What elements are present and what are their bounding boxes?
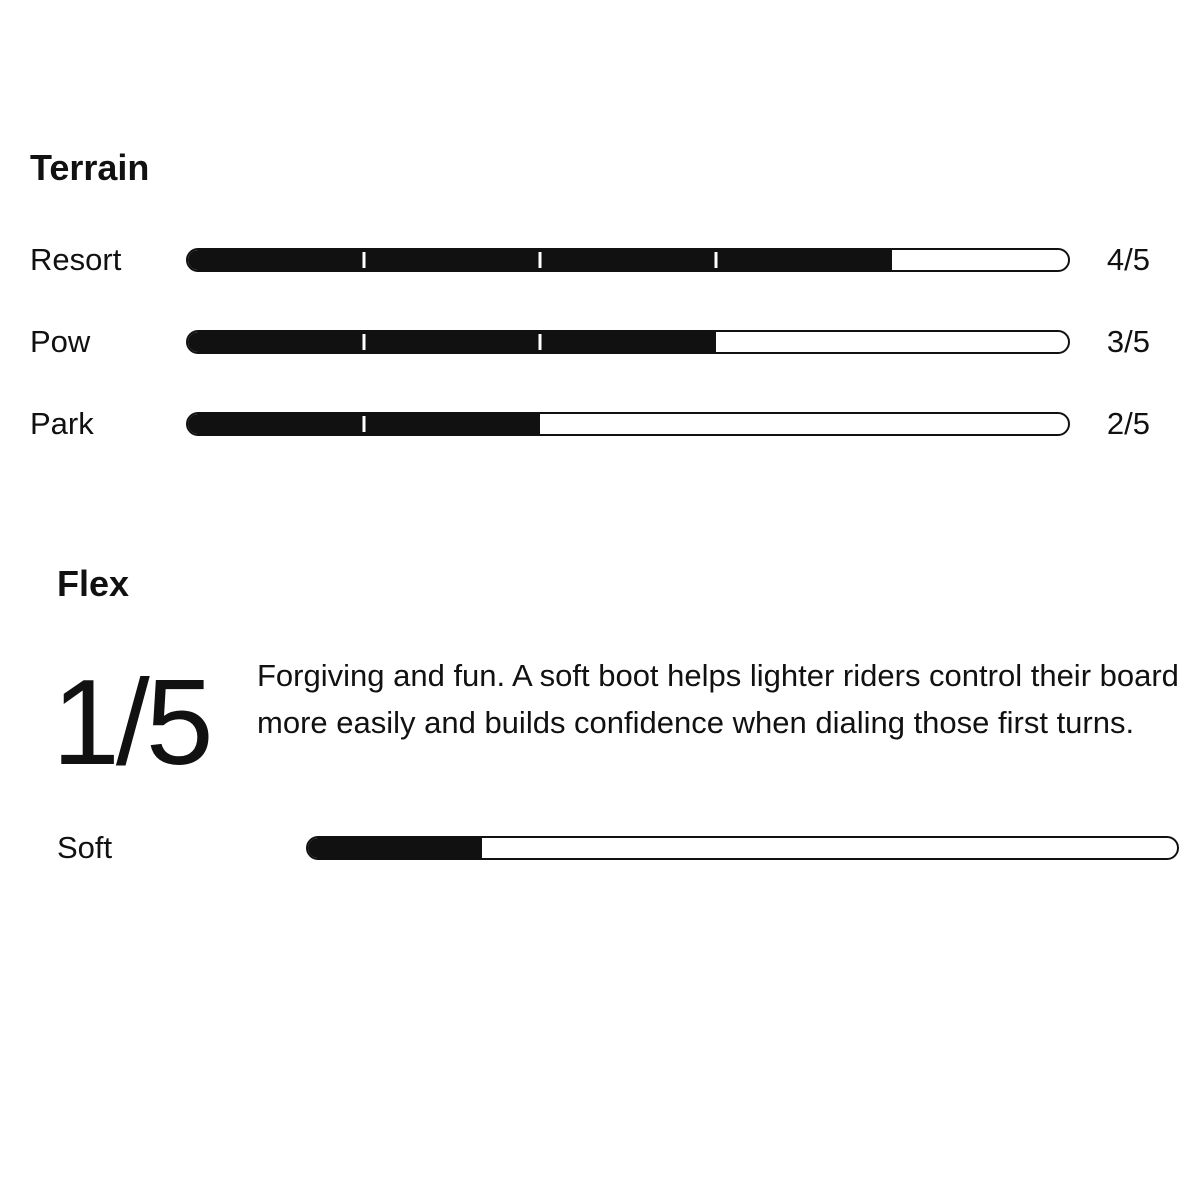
rating-bar — [186, 412, 1070, 436]
flex-bar — [306, 836, 1179, 860]
terrain-row-label: Park — [30, 406, 94, 441]
flex-heading: Flex — [57, 563, 130, 604]
rating-bar-tick — [539, 334, 542, 350]
flex-row — [0, 828, 1200, 868]
rating-bar-tick — [539, 252, 542, 268]
terrain-heading: Terrain — [30, 147, 150, 188]
rating-bar-fill — [188, 332, 716, 352]
terrain-row-score: 4/5 — [1106, 242, 1150, 277]
rating-bar — [186, 330, 1070, 354]
rating-bar — [186, 248, 1070, 272]
terrain-row-label: Resort — [30, 242, 122, 277]
terrain-row-resort — [0, 240, 1200, 280]
rating-bar-tick — [363, 252, 366, 268]
terrain-row-label: Pow — [30, 324, 91, 359]
flex-description: Forgiving and fun. A soft boot helps lighter riders control their board more easily and builds confidence when dialing those first turns. — [257, 658, 1179, 740]
rating-bar-tick — [363, 334, 366, 350]
flex-score: 1/5 — [52, 654, 210, 790]
terrain-row-score: 2/5 — [1106, 406, 1150, 441]
rating-bar-tick — [363, 416, 366, 432]
rating-bar-tick — [715, 252, 718, 268]
terrain-row-score: 3/5 — [1106, 324, 1150, 359]
flex-level-label: Soft — [57, 830, 113, 865]
flex-bar-fill — [308, 838, 482, 858]
terrain-row-pow — [0, 322, 1200, 362]
terrain-row-park — [0, 404, 1200, 444]
